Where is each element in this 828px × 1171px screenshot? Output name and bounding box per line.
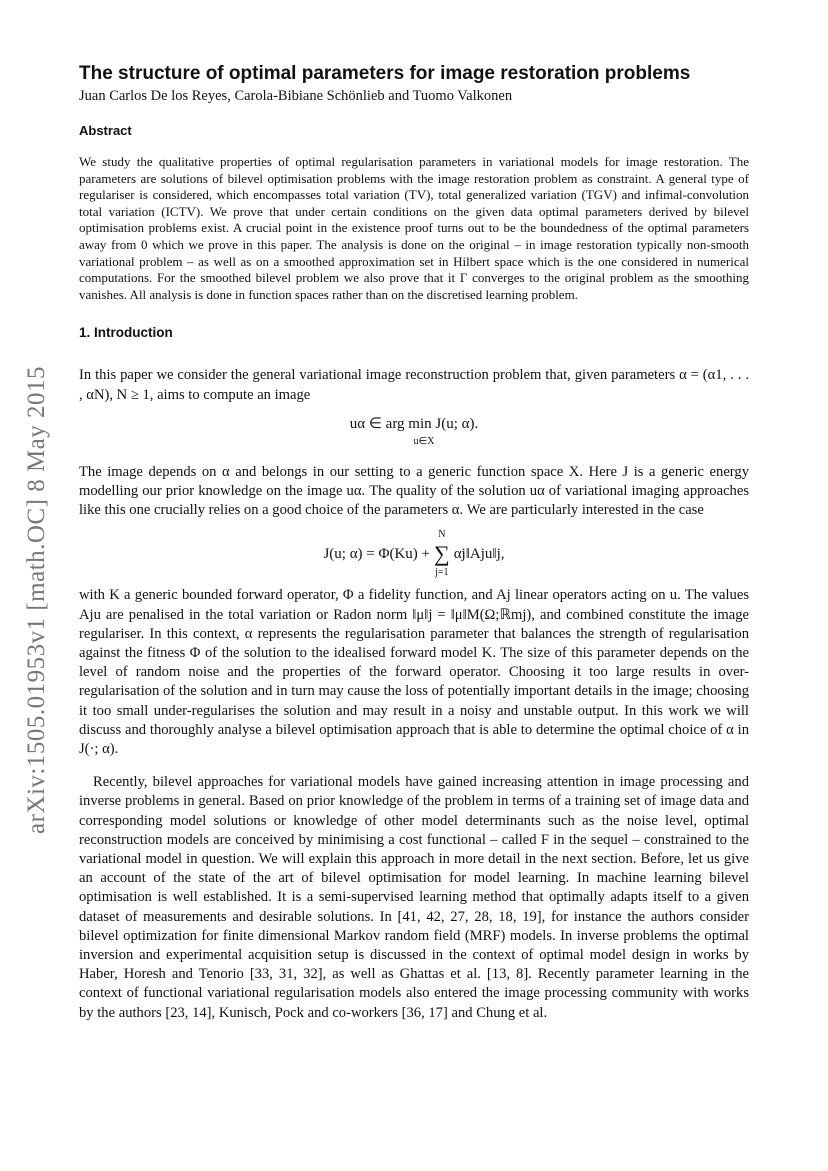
sum-upper-limit: N xyxy=(438,529,446,541)
equation-energy-right: αj‖Aju‖j, xyxy=(453,545,505,562)
paper-page xyxy=(79,62,749,1023)
paper-title: The structure of optimal parameters for image restoration problems xyxy=(79,63,691,84)
summation-symbol xyxy=(434,528,450,580)
arxiv-side-stamp xyxy=(14,340,60,860)
abstract-text: We study the qualitative properties of optimal regularisation parameters in variational models for image restoration. The parameters are solutions of bilevel optimisation problems with the image restoration problem as constraint. A general type of regulariser is considered, which encompasses total variation (TV), total generalized variation (TGV) and infimal-convolution total variation (ICTV). We prove that under certain conditions on the given data optimal parameters derived by bilevel optimisation problems exist. A crucial point in the existence proof turns out to be the boundedness of the optimal parameters away from 0 which we prove in this paper. The analysis is done on the original – in image restoration typically non-smooth variational problem – as well as on a smoothed approximation set in Hilbert space which is the one considered in numerical computations. For the smoothed bilevel problem we also prove that it Γ converges to the original problem as the smoothing vanishes. All analysis is done in function spaces rather than on the discretised learning problem. xyxy=(79,154,749,302)
arxiv-identifier: arXiv:1505.01953v1 [math.OC] 8 May 2015 xyxy=(23,365,50,835)
paper-authors: Juan Carlos De los Reyes, Carola-Bibiane Schönlieb and Tuomo Valkonen xyxy=(79,88,513,104)
equation-energy xyxy=(79,524,749,584)
intro-paragraph-2: The image depends on α and belongs in our setting to a generic function space X. Here J is a generic energy modelling our prior knowledge on the image uα. The quality of the solution uα of variational imaging approaches like this one crucially relies on a good choice of the parameters α. We are particularly interested in the case xyxy=(79,463,749,519)
sum-sign: ∑ xyxy=(434,541,450,567)
equation-argmin-main: uα ∈ arg min J(u; α). xyxy=(349,415,479,432)
intro-paragraph-4: Recently, bilevel approaches for variational models have gained increasing attention in image processing and inverse problems in general. Based on prior knowledge of the problem in terms of a training set of image data and corresponding model solutions or knowledge of other model determinants such as the noise level, optimal reconstruction models are conceived by minimising a cost functional – called F in the sequel – constrained to the variational model in question. We will explain this approach in more detail in the next section. Before, let us give an account of the state of the art of bilevel optimisation for model learning. In machine learning bilevel optimisation is well established. It is a semi-supervised learning method that optimally adapts itself to a given dataset of measurements and desirable solutions. In [41, 42, 27, 28, 18, 19], for instance the authors consider bilevel optimization for finite dimensional Markov random field (MRF) models. In inverse problems the optimal inversion and experimental acquisition setup is discussed in the context of optimal model design in works by Haber, Horesh and Tenorio [33, 31, 32], as well as Ghattas et al. [13, 8]. Recently parameter learning in the context of functional variational regularisation models also entered the image processing community with works by the authors [23, 14], Kunisch, Pock and co-workers [36, 17] and Chung et al. xyxy=(79,774,749,1021)
section-heading-introduction: 1. Introduction xyxy=(79,325,173,341)
equation-argmin xyxy=(79,415,749,451)
intro-paragraph-1: In this paper we consider the general variational image reconstruction problem that, given parameters α = (α1, . . . , αN), N ≥ 1, aims to compute an image xyxy=(79,367,749,403)
intro-paragraph-3: with K a generic bounded forward operator, Φ a fidelity function, and Aj linear operators acting on u. The values Aju are penalised in the total variation or Radon norm ‖μ‖j = ‖μ‖M(Ω;ℝmj), and combined constitute the image regulariser. In this context, α represents the regularisation parameter that balances the strength of regularisation against the fitness Φ of the solution to the idealised forward model K. The size of this parameter depends on the level of random noise and the properties of the forward operator. Choosing it too large results in over-regularisation of the solution and in turn may cause the loss of potentially important details in the image; choosing it too small under-regularises the solution and may result in a noisy and unstable output. In this work we will discuss and thoroughly analyse a bilevel optimisation approach that is able to determine the optimal choice of α in J(·; α). xyxy=(79,587,749,757)
equation-argmin-subscript: u∈X xyxy=(413,435,435,447)
abstract-heading: Abstract xyxy=(79,123,132,138)
equation-energy-left: J(u; α) = Φ(Ku) + xyxy=(323,545,430,562)
sum-lower-limit: j=1 xyxy=(435,567,449,579)
